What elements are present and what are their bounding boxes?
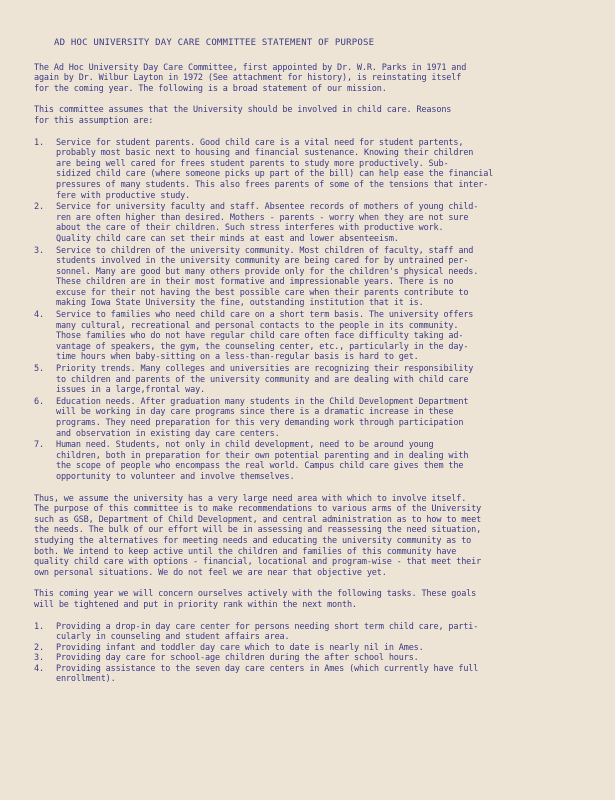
- list-item: [34, 664, 581, 685]
- list-item: [34, 440, 581, 482]
- item-number: 2.: [34, 642, 44, 653]
- item-text: Service for university faculty and staff. Absentee records of mothers of young child- ren are often higher than desired. Mothers - parents - worry when they are not sure about the care of their children. Such stress interferes with productive work. Quality child care can set their minds at east and lower absenteeism.: [56, 202, 479, 244]
- item-text: Human need. Students, not only in child development, need to be around young children, both in preparation for their own potential parenting and in dealing with the scope of people who encompass the real world. Campus child care gives them the opportunity to volunteer and involve themselves.: [56, 440, 469, 482]
- item-number: 2.: [34, 202, 44, 213]
- item-number: 7.: [34, 440, 44, 451]
- thus-paragraph: Thus, we assume the university has a very large need area with which to involve itself. The purpose of this committee is to make recommendations to various arms of the University such as GSB, Department of Child Development, and central administration as to how to meet the needs. The bulk of our effort will be in assessing and reassessing the need situation, studying the alternatives for meeting needs and educating the university community as to both. We intend to keep active until the children and families of this community have quality child care with options - financial, locational and program-wise - that meet their own personal situations. We do not feel we are near that objective yet.: [34, 493, 482, 578]
- list-item: [34, 310, 581, 363]
- item-number: 6.: [34, 396, 44, 407]
- item-text: Service for student parents. Good child care is a vital need for student partents, probably most basic next to housing and financial sustenance. Knowing their children are being well cared for frees student parents to study more productively. Sub- sidized child care (where someone picks up part of the bill) can help ease the financial pressures of many students. This also frees parents of some of the tensions that inter- fere with productive study.: [56, 137, 494, 201]
- coming-year-paragraph: This coming year we will concern ourselves actively with the following tasks. These goals will be tightened and put in priority rank within the next month.: [34, 589, 477, 610]
- item-text: Priority trends. Many colleges and universities are recognizing their responsibility to children and parents of the university community and are dealing with child care issues in a large,frontal way.: [56, 364, 474, 396]
- item-number: 1.: [34, 137, 44, 148]
- list-item: [34, 364, 581, 396]
- item-text: Providing a drop-in day care center for persons needing short term child care, parti- cularly in counseling and student affairs area.: [56, 621, 479, 643]
- list-item: [34, 202, 581, 244]
- assumption-paragraph: This committee assumes that the University should be involved in child care. Reasons for this assumption are:: [34, 105, 452, 126]
- item-number: 3.: [34, 653, 44, 664]
- document-title: AD HOC UNIVERSITY DAY CARE COMMITTEE STATEMENT OF PURPOSE: [54, 38, 375, 48]
- list-item: [34, 643, 581, 654]
- list-item: [34, 653, 581, 664]
- list-item: [34, 397, 581, 439]
- item-number: 4.: [34, 663, 44, 674]
- item-number: 1.: [34, 621, 44, 632]
- reasons-list: [34, 138, 581, 483]
- item-text: Education needs. After graduation many students in the Child Development Department will be working in day care programs since there is a dramatic increase in these programs. They need preparation for this very demanding work through participation and observation in existing day care centers.: [56, 396, 469, 439]
- item-text: Providing infant and toddler day care which to date is nearly nil in Ames.: [56, 642, 424, 653]
- item-text: Service to families who need child care on a short term basis. The university offers many cultural, recreational and personal contacts to the people in its community. Those families who do not have regular child care often face difficulty taking ad- vantage of speakers, the gym, the counseling center, etc., particularly in the day- time hours when baby-sitting on a less-than-regular basis is hard to get.: [56, 310, 474, 363]
- item-text: Providing day care for school-age children during the after school hours.: [56, 653, 419, 664]
- list-item: [34, 246, 581, 310]
- item-number: 5.: [34, 364, 44, 375]
- tasks-list: [34, 622, 581, 686]
- item-text: Service to children of the university community. Most children of faculty, staff and students involved in the university community are being cared for by untrained per- sonnel. Many are good but many others provide only for the children's physical needs. These children are in their most formative and impressionable years. There is no excuse for their not having the best possible care when their parents contribute to making Iowa State University the fine, outstanding institution that it is.: [56, 245, 479, 309]
- list-item: [34, 138, 581, 202]
- list-item: [34, 622, 581, 643]
- item-number: 3.: [34, 245, 44, 256]
- item-text: Providing assistance to the seven day care centers in Ames (which currently have full enrollment).: [56, 663, 479, 685]
- intro-paragraph: The Ad Hoc University Day Care Committee, first appointed by Dr. W.R. Parks in 1971 and again by Dr. Wilbur Layton in 1972 (See attachment for history), is reinstating itself for the coming year. The following is a broad statement of our mission.: [34, 62, 467, 94]
- item-number: 4.: [34, 310, 44, 321]
